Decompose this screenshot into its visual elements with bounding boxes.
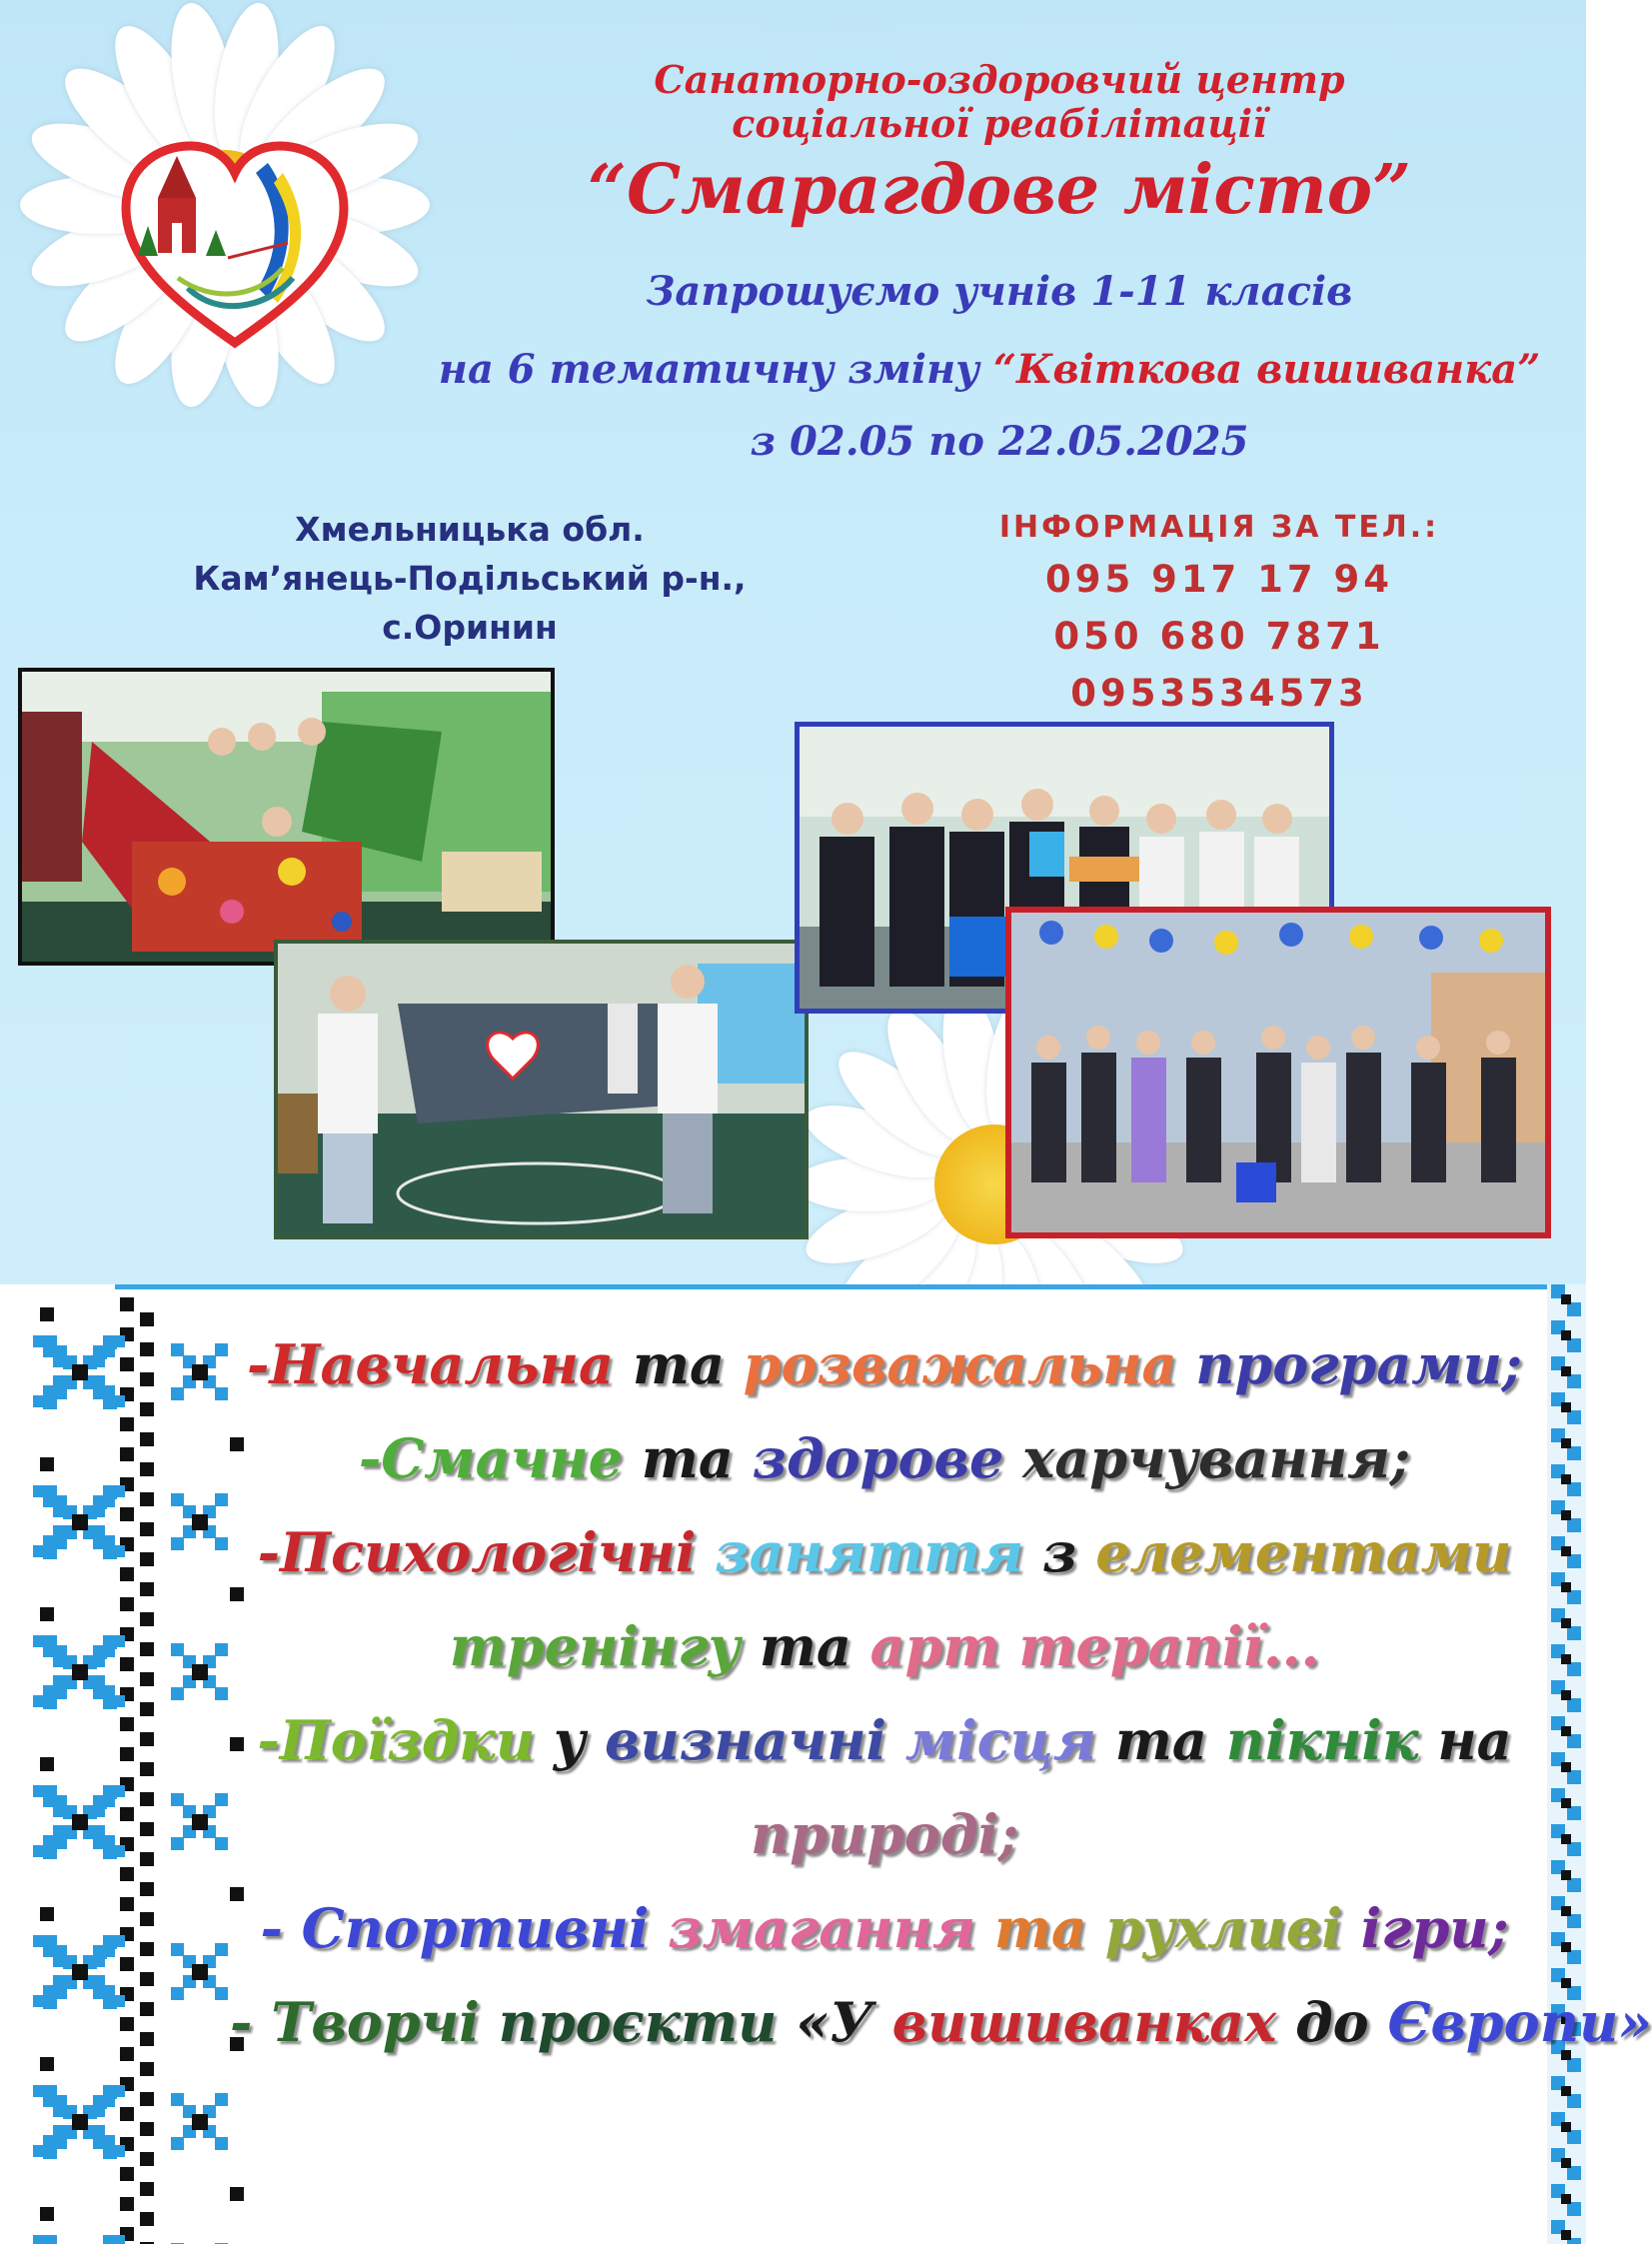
program-word: та xyxy=(1114,1708,1207,1772)
program-item xyxy=(230,1787,1539,1881)
center-logo xyxy=(118,138,352,352)
program-item xyxy=(230,1693,1539,1787)
program-word: та xyxy=(632,1332,725,1396)
phone-number-3: 0953534573 xyxy=(1070,672,1368,715)
organization-name: Санаторно-оздоровчий центр соціальної реабілітації xyxy=(654,57,1345,146)
program-word: розважальна xyxy=(743,1332,1177,1396)
invitation-line-2 xyxy=(390,346,1589,393)
program-word: та xyxy=(993,1896,1087,1960)
program-item xyxy=(230,1975,1652,2069)
program-word: у xyxy=(553,1708,587,1772)
program-word: елементами xyxy=(1095,1520,1512,1584)
program-word: Європи» xyxy=(1387,1990,1652,2054)
address-village: с.Оринин xyxy=(382,608,558,647)
program-item xyxy=(230,1317,1539,1411)
program-word: вишиванках xyxy=(891,1990,1277,2054)
program-word: заняття xyxy=(715,1520,1024,1584)
shift-title: “Квіткова вишиванка” xyxy=(993,346,1541,393)
program-word: природі; xyxy=(750,1802,1019,1866)
section-divider xyxy=(115,1284,1549,1289)
program-word: -Навчальна xyxy=(247,1332,614,1396)
contacts-block xyxy=(959,505,1479,722)
shift-dates: з 02.05 по 22.05.2025 xyxy=(750,418,1249,465)
program-word: визначні xyxy=(605,1708,887,1772)
program-word: змагання xyxy=(668,1896,976,1960)
center-name: “Смарагдове місто” xyxy=(587,150,1412,230)
program-item xyxy=(230,1411,1539,1505)
program-word: пікнік xyxy=(1225,1708,1419,1772)
program-word: проєкти xyxy=(498,1990,778,2054)
program-word: «У xyxy=(796,1990,873,2054)
program-word: на xyxy=(1437,1708,1512,1772)
program-word: місця xyxy=(904,1708,1096,1772)
program-word: здорове xyxy=(752,1426,1004,1490)
program-word: до xyxy=(1295,1990,1369,2054)
contacts-label: ІНФОРМАЦІЯ ЗА ТЕЛ.: xyxy=(998,510,1440,545)
address-district: Кам’янець-Подільський р-н., xyxy=(193,559,747,598)
phone-number-1: 095 917 17 94 xyxy=(1044,558,1394,601)
program-word: - Творчі xyxy=(230,1990,480,2054)
program-word: та xyxy=(759,1614,851,1678)
embroidery-ornament-left xyxy=(30,1297,255,2244)
invitation-shift-prefix: на 6 тематичну зміну xyxy=(438,346,980,393)
program-word: -Поїздки xyxy=(257,1708,536,1772)
program-word: рухливі xyxy=(1104,1896,1342,1960)
address-region: Хмельницька обл. xyxy=(295,510,645,549)
program-word: - Спортивні xyxy=(260,1896,650,1960)
photo-city-trip xyxy=(1005,907,1551,1238)
program-word: харчування; xyxy=(1022,1426,1411,1490)
address-block xyxy=(150,505,790,652)
program-word: -Психологічні xyxy=(257,1520,697,1584)
program-item xyxy=(230,1599,1539,1693)
invitation-line-1: Запрошуємо учнів 1-11 класів xyxy=(646,268,1353,315)
phone-number-2: 050 680 7871 xyxy=(1053,615,1385,658)
program-item xyxy=(230,1881,1539,1975)
photo-flag-ceremony xyxy=(274,940,809,1239)
photo-folk-shawls xyxy=(18,668,555,966)
embroidery-ornament-right xyxy=(1547,1284,1586,2244)
program-word: -Смачне xyxy=(358,1426,623,1490)
program-item xyxy=(230,1505,1539,1599)
program-word: з xyxy=(1042,1520,1077,1584)
program-word: тренінгу xyxy=(449,1614,741,1678)
program-word: програми; xyxy=(1195,1332,1522,1396)
program-word: ігри; xyxy=(1360,1896,1509,1960)
program-list xyxy=(230,1317,1652,2069)
program-word: та xyxy=(641,1426,734,1490)
program-word: арт терапії... xyxy=(869,1614,1320,1678)
